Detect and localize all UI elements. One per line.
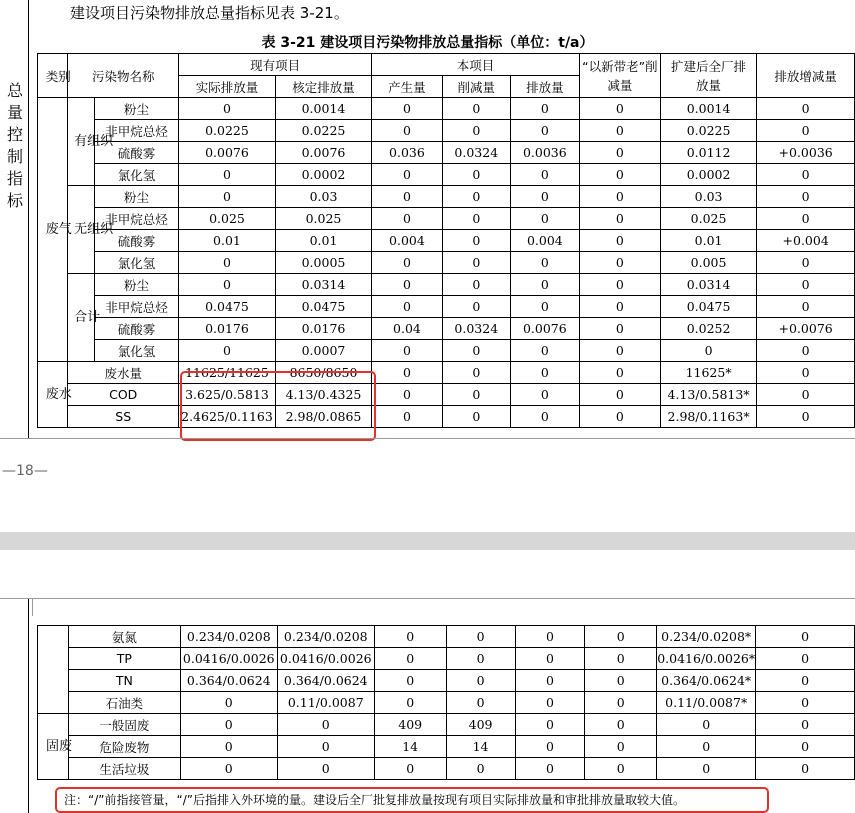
table-row: [38, 384, 855, 406]
pollutant-name: 非甲烷总烃: [94, 296, 178, 318]
table-cell: 0: [179, 252, 276, 274]
table-cell: 0: [374, 648, 446, 670]
table-cell: 0: [372, 164, 443, 186]
table-cell: 0.0416/0.0026*: [657, 648, 756, 670]
table-cell: 0: [179, 98, 276, 120]
table-cell: 0: [372, 362, 443, 384]
table-cell: 0: [372, 340, 443, 362]
table-cell: 0.004: [372, 230, 443, 252]
table-cell: 0.11/0.0087*: [657, 692, 756, 714]
table-cell: 0: [585, 648, 657, 670]
table-row: [38, 736, 855, 758]
pollutant-name: 硫酸雾: [94, 142, 178, 164]
page-left-rule: [28, 0, 29, 438]
table-row: [38, 230, 855, 252]
table-cell: 0.0314: [660, 274, 756, 296]
table-cell: 0: [374, 692, 446, 714]
page-left-rule-2: [28, 598, 29, 813]
table-cell: 0.025: [275, 208, 371, 230]
table-cell: 0: [579, 362, 660, 384]
table-cell: 0: [757, 362, 855, 384]
col-change: 排放增减量: [757, 54, 855, 98]
table-cell: 0: [515, 670, 585, 692]
table-cell: 0: [277, 758, 374, 780]
table-cell: 0.0252: [660, 318, 756, 340]
table-cell: 0.004: [510, 230, 579, 252]
table-cell: 0.234/0.0208: [180, 626, 277, 648]
table-cell: 0: [757, 186, 855, 208]
table-row: [38, 318, 855, 340]
col-existing: 现有项目: [179, 54, 372, 76]
table-row: [38, 714, 855, 736]
table-row: [38, 252, 855, 274]
table-cell: 0: [757, 274, 855, 296]
table-cell: 409: [446, 714, 515, 736]
pollutant-name: SS: [68, 406, 179, 428]
table-cell: 0: [372, 274, 443, 296]
table-cell: 0: [510, 362, 579, 384]
table-cell: 0.01: [275, 230, 371, 252]
table-row: [38, 406, 855, 428]
table-cell: 0: [585, 692, 657, 714]
pollutant-name: 氯化氢: [94, 340, 178, 362]
table-cell: 0: [372, 252, 443, 274]
table-cell: +0.0036: [757, 142, 855, 164]
pollutant-name: 氯化氢: [94, 164, 178, 186]
table-cell: 0.0007: [275, 340, 371, 362]
table-cell: 0: [515, 736, 585, 758]
col-emission: 排放量: [510, 76, 579, 98]
table-cell: 0.0002: [275, 164, 371, 186]
table-cell: 0.04: [372, 318, 443, 340]
table-cell: 0: [585, 626, 657, 648]
table-row: [38, 208, 855, 230]
table-cell: 0: [510, 274, 579, 296]
table-cell: 0: [442, 296, 510, 318]
group-label: 无组织: [68, 186, 95, 274]
table-cell: 0: [442, 230, 510, 252]
table-cell: 0: [510, 164, 579, 186]
table-row: [38, 692, 855, 714]
table-cell: 0: [579, 318, 660, 340]
table-cell: 0.0416/0.0026: [180, 648, 277, 670]
pollutant-name: 粉尘: [94, 98, 178, 120]
table-cell: 0.0225: [179, 120, 276, 142]
table-cell: 0: [585, 758, 657, 780]
table-cell: 0: [442, 186, 510, 208]
table-cell: 0: [372, 120, 443, 142]
table-cell: 0.01: [179, 230, 276, 252]
table-row: [38, 296, 855, 318]
pollutant-name: 氨氮: [68, 626, 180, 648]
table-cell: 0.0076: [510, 318, 579, 340]
table-cell: 0.0176: [275, 318, 371, 340]
table-cell: 0.0176: [179, 318, 276, 340]
table-cell: 0: [757, 208, 855, 230]
table-cell: 0: [180, 714, 277, 736]
table-cell: 0: [510, 208, 579, 230]
table-cell: 0.0076: [179, 142, 276, 164]
table-cell: 0: [579, 406, 660, 428]
page-corner-mark: [8, 598, 33, 616]
table-row: [38, 758, 855, 780]
table-cell: 0: [442, 406, 510, 428]
emission-table-part2: [37, 625, 855, 780]
table-row: [38, 626, 855, 648]
table-cell: 0: [180, 758, 277, 780]
table-cell: 0: [179, 340, 276, 362]
pollutant-name: TP: [68, 648, 180, 670]
table-cell: +0.0076: [757, 318, 855, 340]
table-cell: 0: [515, 692, 585, 714]
table-cell: +0.004: [757, 230, 855, 252]
table-cell: 0: [446, 692, 515, 714]
table-cell: 0: [442, 120, 510, 142]
table-cell: 0: [585, 714, 657, 736]
table-cell: 0: [756, 758, 855, 780]
table-cell: 0: [757, 120, 855, 142]
table-cell: 0: [442, 98, 510, 120]
table-cell: 0: [180, 736, 277, 758]
emission-table-part1: [37, 53, 855, 428]
col-existing-actual: 实际排放量: [179, 76, 276, 98]
table-cell: 0: [442, 274, 510, 296]
table-cell: 409: [374, 714, 446, 736]
table-cell: 0: [657, 758, 756, 780]
table-cell: 0.0005: [275, 252, 371, 274]
pollutant-name: 危险废物: [68, 736, 180, 758]
pollutant-name: 氯化氢: [94, 252, 178, 274]
table-cell: 2.98/0.1163*: [660, 406, 756, 428]
table-cell: 0: [657, 736, 756, 758]
table-cell: 0.0314: [275, 274, 371, 296]
pollutant-name: COD: [68, 384, 179, 406]
table-cell: 8650/8650: [275, 362, 371, 384]
table-cell: 0: [660, 340, 756, 362]
table-cell: 0.005: [660, 252, 756, 274]
table-row: [38, 362, 855, 384]
group-label: 合计: [68, 274, 95, 362]
table-cell: 0.0416/0.0026: [277, 648, 374, 670]
side-title: 总量控制指标: [7, 81, 24, 210]
table-cell: 0: [756, 692, 855, 714]
table-cell: 0.364/0.0624: [277, 670, 374, 692]
table-cell: 0: [372, 384, 443, 406]
table-cell: 0: [446, 626, 515, 648]
pollutant-name: 一般固废: [68, 714, 180, 736]
pollutant-name: 生活垃圾: [68, 758, 180, 780]
table-cell: 0: [585, 670, 657, 692]
table-cell: 0: [442, 208, 510, 230]
col-produced: 产生量: [372, 76, 443, 98]
table-cell: 0: [515, 758, 585, 780]
table-cell: 0: [579, 164, 660, 186]
category-solid-waste: 固废: [38, 714, 69, 780]
table-cell: 0: [277, 736, 374, 758]
col-old-reduction: “以新带老”削减量: [579, 54, 660, 98]
table-cell: 0: [374, 670, 446, 692]
table-cell: 0: [756, 626, 855, 648]
table-cell: 4.13/0.5813*: [660, 384, 756, 406]
table-cell: 0: [442, 340, 510, 362]
table-cell: 0: [442, 164, 510, 186]
table-cell: 0.0324: [442, 318, 510, 340]
table-cell: 0.0475: [179, 296, 276, 318]
table-cell: 0: [585, 736, 657, 758]
intro-text: 建设项目污染物排放总量指标见表 3-21。: [70, 4, 349, 22]
table-row: [38, 98, 855, 120]
table-cell: 0: [515, 714, 585, 736]
table-cell: 0: [446, 758, 515, 780]
table-cell: 0: [372, 98, 443, 120]
table-cell: 0: [756, 648, 855, 670]
table-cell: 0.0002: [660, 164, 756, 186]
pollutant-name: TN: [68, 670, 180, 692]
table-cell: 0.0014: [275, 98, 371, 120]
table-cell: 0: [657, 714, 756, 736]
header-row-1: [38, 54, 855, 76]
table-cell: 0: [179, 274, 276, 296]
table-cell: 0: [756, 736, 855, 758]
category-waste-water-cont: [38, 626, 69, 714]
col-reduced: 削减量: [442, 76, 510, 98]
table-cell: 0.0076: [275, 142, 371, 164]
table-cell: 0: [579, 230, 660, 252]
table-cell: 0: [510, 296, 579, 318]
pollutant-name: 石油类: [68, 692, 180, 714]
table-cell: 0: [510, 340, 579, 362]
table-cell: 0: [757, 340, 855, 362]
table-cell: 0: [757, 98, 855, 120]
table-cell: 0: [372, 208, 443, 230]
table-cell: 0: [579, 340, 660, 362]
col-after-total: 扩建后全厂排放量: [660, 54, 756, 98]
table-cell: 0.025: [660, 208, 756, 230]
pollutant-name: 粉尘: [94, 274, 178, 296]
table-note: 注：“/”前指接管量，“/”后指排入外环境的量。建设后全厂批复排放量按现有项目实际排放量和审批排放量取较大值。: [64, 793, 685, 807]
table-row: [38, 670, 855, 692]
table-cell: 0: [757, 384, 855, 406]
table-cell: 0: [442, 384, 510, 406]
table-cell: 0: [515, 626, 585, 648]
table-cell: 0: [374, 758, 446, 780]
table-cell: 14: [446, 736, 515, 758]
table-cell: 0: [374, 626, 446, 648]
table-cell: 0.0324: [442, 142, 510, 164]
table-cell: 0: [510, 252, 579, 274]
table-cell: 0.0112: [660, 142, 756, 164]
table-cell: 0.364/0.0624: [180, 670, 277, 692]
table-cell: 0: [372, 406, 443, 428]
page-top-line: [0, 598, 855, 599]
pollutant-name: 硫酸雾: [94, 318, 178, 340]
table-cell: 0: [579, 186, 660, 208]
page-break-line: [0, 438, 855, 439]
table-cell: 0: [277, 714, 374, 736]
table-cell: 0.0225: [660, 120, 756, 142]
table-cell: 0: [442, 362, 510, 384]
table-cell: 0.11/0.0087: [277, 692, 374, 714]
table-cell: 0: [756, 714, 855, 736]
table-cell: 3.625/0.5813: [179, 384, 276, 406]
table-cell: 0.03: [660, 186, 756, 208]
table-cell: 0.0225: [275, 120, 371, 142]
highlight-box-existing: [180, 371, 376, 441]
page-number: —18—: [2, 463, 48, 479]
table-cell: 11625/11625: [179, 362, 276, 384]
table-cell: 0.01: [660, 230, 756, 252]
table-cell: 0: [579, 120, 660, 142]
pollutant-name: 粉尘: [94, 186, 178, 208]
table-cell: 0.0475: [660, 296, 756, 318]
table-cell: 0: [757, 164, 855, 186]
page-gap: [0, 532, 855, 550]
group-label: 有组织: [68, 98, 95, 186]
table-cell: 0: [757, 406, 855, 428]
table-cell: 0: [510, 98, 579, 120]
table-cell: 0.0036: [510, 142, 579, 164]
table-cell: 0: [446, 670, 515, 692]
table-cell: 0: [579, 384, 660, 406]
table-cell: 0.364/0.0624*: [657, 670, 756, 692]
table-cell: 0: [179, 164, 276, 186]
table-cell: 0: [579, 274, 660, 296]
col-category: 类别: [38, 54, 68, 98]
col-pollutant: 污染物名称: [68, 54, 179, 98]
table-cell: 14: [374, 736, 446, 758]
table-cell: 0: [510, 406, 579, 428]
table-cell: 0: [179, 186, 276, 208]
table-row: [38, 186, 855, 208]
table-cell: 0: [757, 296, 855, 318]
table-cell: 0: [510, 384, 579, 406]
table-cell: 2.4625/0.1163: [179, 406, 276, 428]
table-caption: 表 3-21 建设项目污染物排放总量指标（单位：t/a）: [261, 35, 594, 51]
pollutant-name: 硫酸雾: [94, 230, 178, 252]
table-cell: 0: [579, 142, 660, 164]
table-cell: 0: [515, 648, 585, 670]
table-cell: 0: [579, 296, 660, 318]
table-row: [38, 274, 855, 296]
table-row: [38, 164, 855, 186]
pollutant-name: 废水量: [68, 362, 179, 384]
table-row: [38, 340, 855, 362]
table-cell: 4.13/0.4325: [275, 384, 371, 406]
table-cell: 0: [442, 252, 510, 274]
table-cell: 0: [510, 120, 579, 142]
table-cell: 0: [756, 670, 855, 692]
table-cell: 0: [579, 208, 660, 230]
category-waste-water: 废水: [38, 362, 68, 428]
table-cell: 2.98/0.0865: [275, 406, 371, 428]
table-cell: 0: [180, 692, 277, 714]
pollutant-name: 非甲烷总烃: [94, 120, 178, 142]
table-row: [38, 648, 855, 670]
table-row: [38, 142, 855, 164]
table-cell: 0: [579, 98, 660, 120]
table-cell: 0.0014: [660, 98, 756, 120]
table-cell: 0: [372, 186, 443, 208]
table-cell: 0.234/0.0208*: [657, 626, 756, 648]
table-cell: 0.03: [275, 186, 371, 208]
table-cell: 0.234/0.0208: [277, 626, 374, 648]
table-cell: 0: [446, 648, 515, 670]
table-cell: 0: [579, 252, 660, 274]
table-cell: 0.0475: [275, 296, 371, 318]
table-cell: 11625*: [660, 362, 756, 384]
table-cell: 0: [372, 296, 443, 318]
table-cell: 0: [510, 186, 579, 208]
pollutant-name: 非甲烷总烃: [94, 208, 178, 230]
col-project: 本项目: [372, 54, 580, 76]
col-existing-approved: 核定排放量: [275, 76, 371, 98]
table-cell: 0.025: [179, 208, 276, 230]
category-waste-gas: 废气: [38, 98, 68, 362]
table-row: [38, 120, 855, 142]
table-cell: 0: [757, 252, 855, 274]
table-cell: 0.036: [372, 142, 443, 164]
